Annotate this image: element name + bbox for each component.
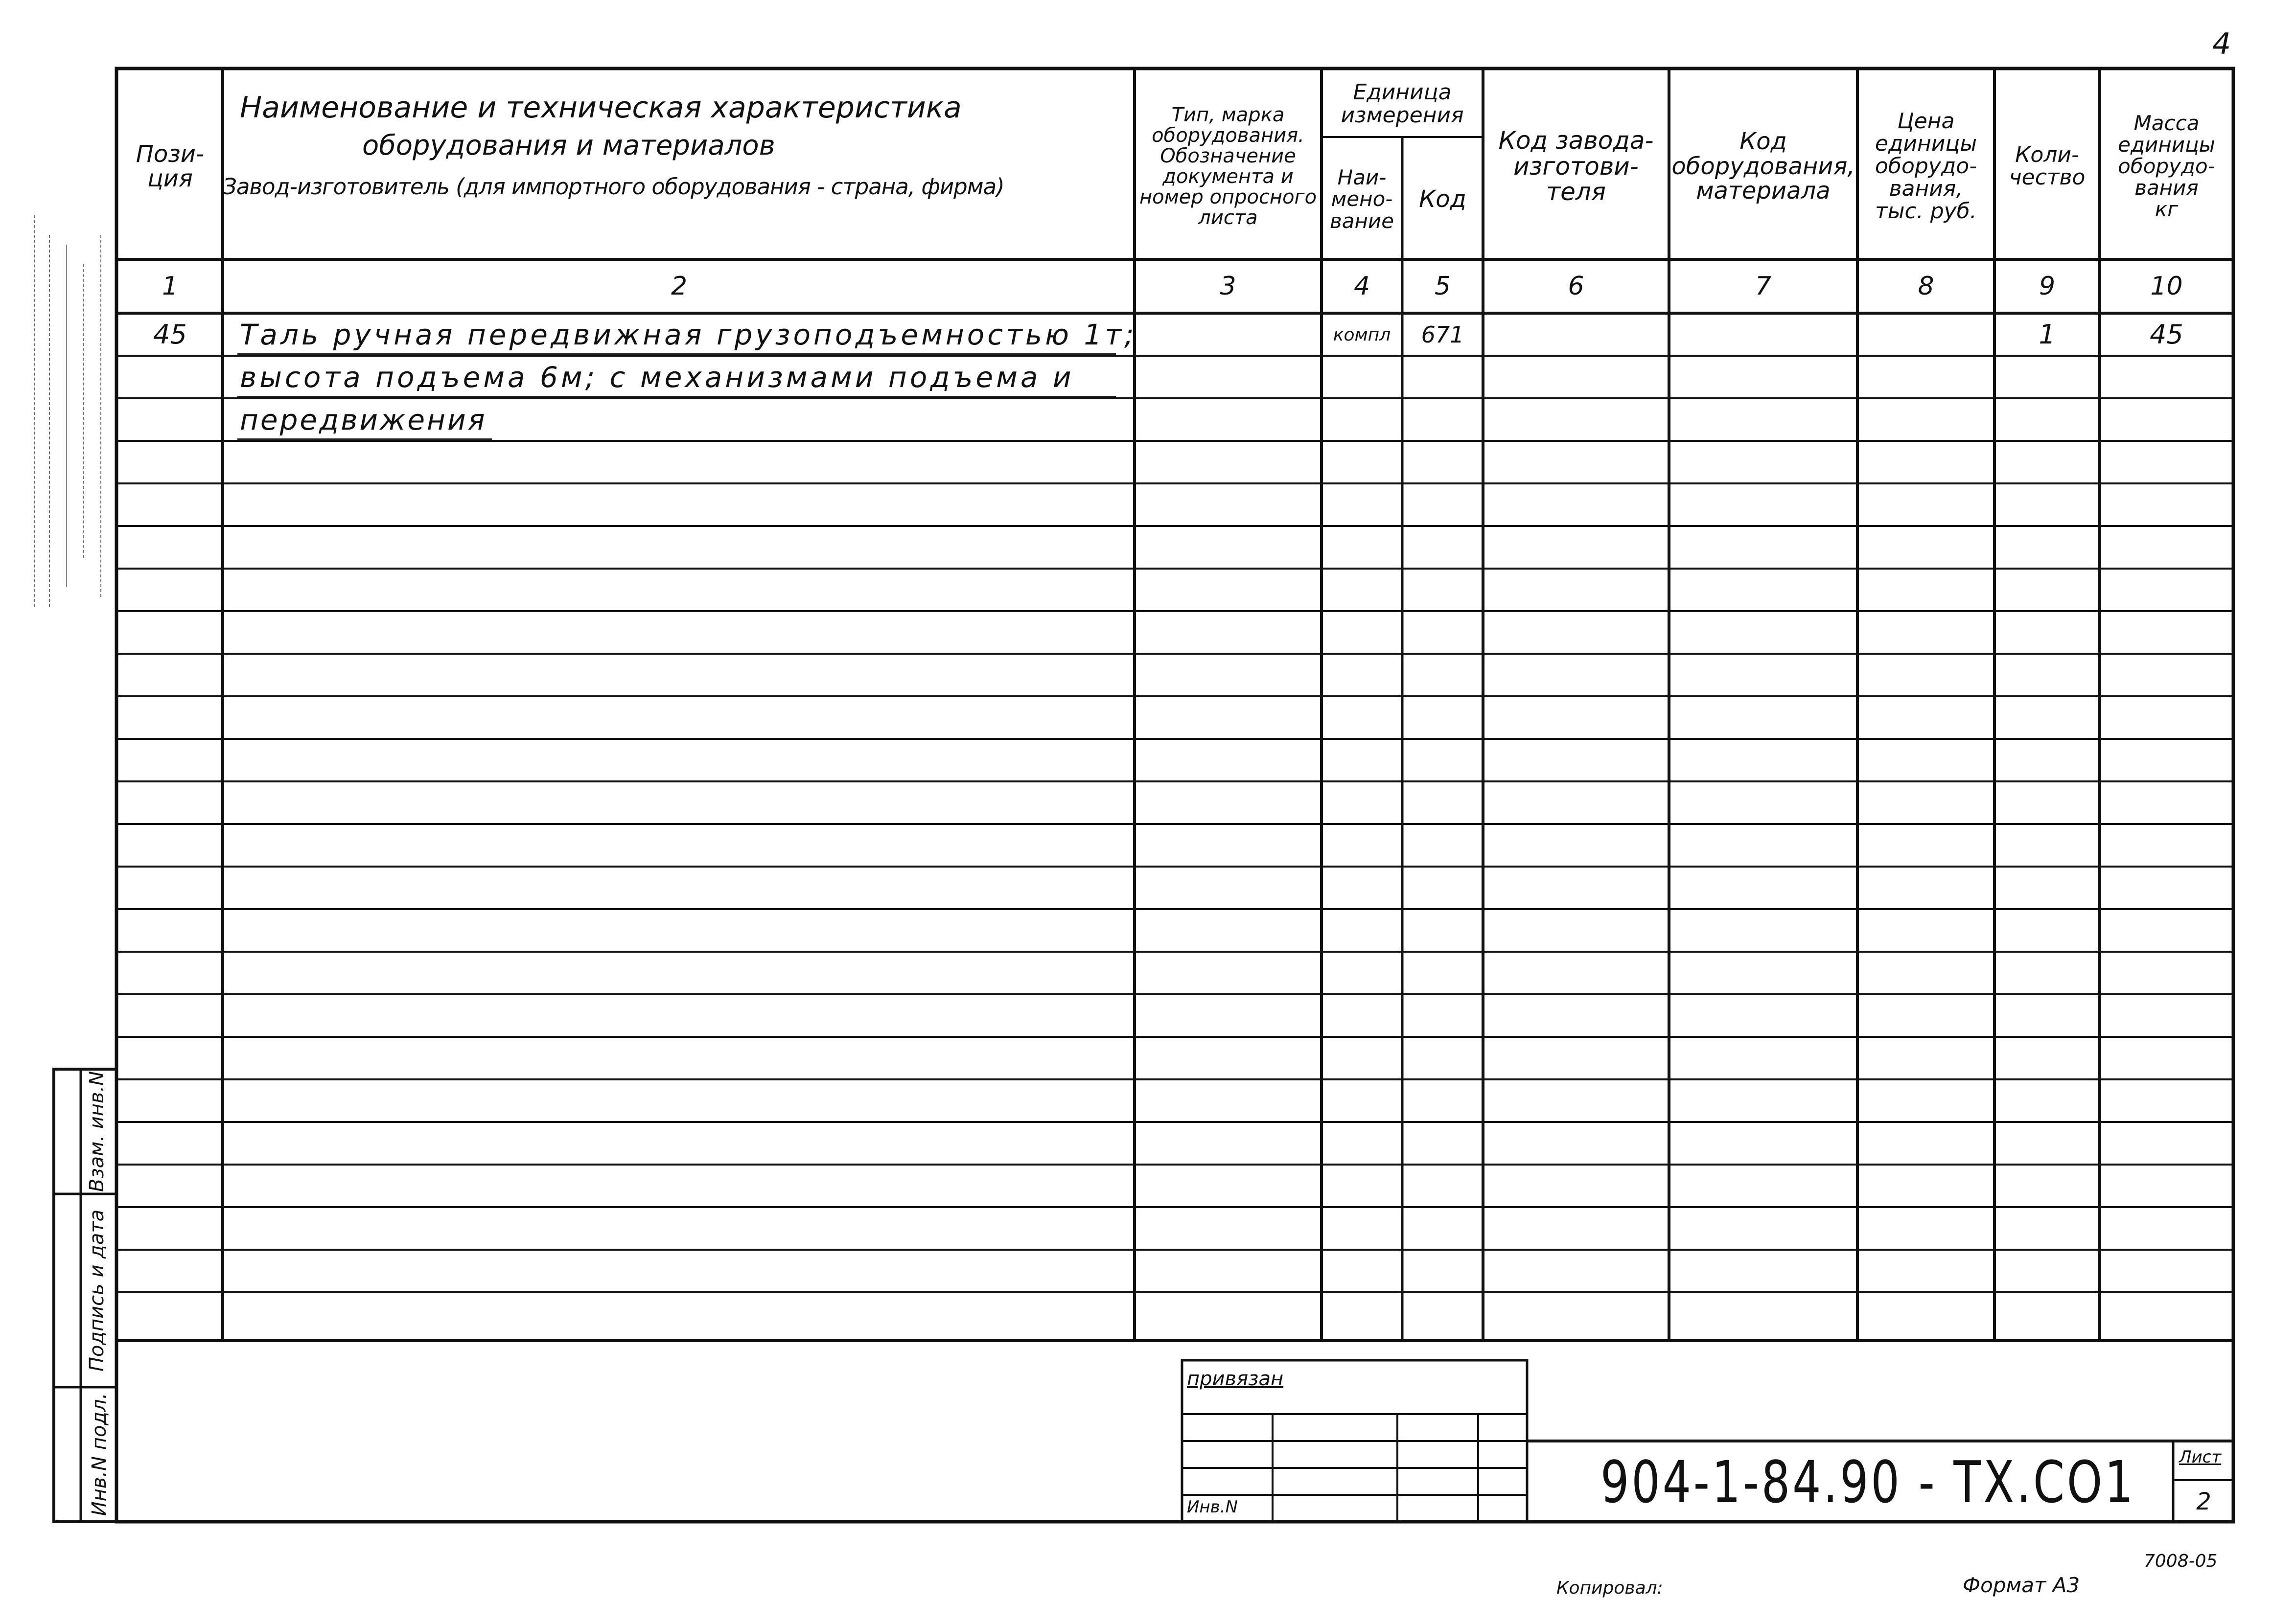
page-number: 4 — [2212, 27, 2231, 61]
sheet-label: Лист — [2179, 1447, 2222, 1467]
header-group-units: Единица измерения — [1341, 80, 1464, 128]
row-3-name: передвижения — [240, 403, 487, 437]
side-label-inv-podl: Инв.N подл. — [88, 1393, 111, 1516]
colnum-10: 10 — [2150, 271, 2183, 301]
side-label-vzam: Взам. инв.N — [86, 1071, 108, 1192]
colnum-5: 5 — [1434, 271, 1451, 301]
side-label-podpis: Подпись и дата — [86, 1209, 108, 1372]
footer-format: Формат А3 — [1963, 1573, 2080, 1597]
colnum-4: 4 — [1353, 271, 1370, 301]
stamp-inv-n: Инв.N — [1187, 1497, 1238, 1517]
footer-copied: Копировал: — [1556, 1578, 1663, 1598]
header-col-2-line1: Наименование и техническая характеристика — [240, 91, 962, 125]
colnum-8: 8 — [1918, 271, 1934, 301]
row-1-name: Таль ручная передвижная грузоподъемностью 1т; — [240, 318, 1137, 352]
stamp-privyazan: привязан — [1187, 1368, 1284, 1390]
colnum-3: 3 — [1220, 271, 1236, 301]
header-col-3: Тип, марка оборудования. Обозначение документа и номер опросного листа — [1139, 104, 1317, 229]
header-col-10: Масса единицы оборудо- вания кг — [2118, 111, 2215, 222]
row-2-name-underline — [237, 396, 1116, 397]
header-col-2-line2: оборудования и материалов — [362, 130, 775, 161]
colnum-6: 6 — [1568, 271, 1584, 301]
row-1-position: 45 — [153, 319, 187, 350]
header-col-1: Пози- ция — [136, 140, 205, 192]
colnum-9: 9 — [2039, 271, 2056, 301]
header-col-5: Код — [1419, 185, 1466, 213]
header-col-8: Цена единицы оборудо- вания, тыс. руб. — [1875, 108, 1977, 224]
row-1-name-underline — [237, 353, 1116, 355]
row-3-name-underline — [237, 438, 492, 440]
header-col-9: Коли- чество — [2009, 142, 2086, 190]
row-1-unit: компл — [1333, 324, 1391, 345]
header-col-6: Код завода- изготови- теля — [1498, 126, 1654, 206]
row-1-qty: 1 — [2039, 319, 2056, 350]
header-col-7: Код оборудования, материала — [1671, 128, 1855, 205]
footer-order: 7008-05 — [2144, 1551, 2218, 1571]
header-col-2-line3: Завод-изготовитель (для импортного оборудования - страна, фирма) — [223, 174, 1004, 200]
row-1-code: 671 — [1421, 321, 1464, 348]
colnum-2: 2 — [671, 271, 688, 301]
row-1-mass: 45 — [2150, 319, 2183, 350]
colnum-1: 1 — [162, 271, 179, 301]
header-col-4: Наи- мено- вание — [1329, 165, 1394, 233]
document-code: 904-1-84.90 - ТХ.СО1 — [1600, 1448, 2136, 1516]
colnum-7: 7 — [1755, 271, 1772, 301]
row-2-name: высота подъема 6м; с механизмами подъема и — [240, 361, 1074, 394]
sheet-number: 2 — [2196, 1487, 2211, 1515]
